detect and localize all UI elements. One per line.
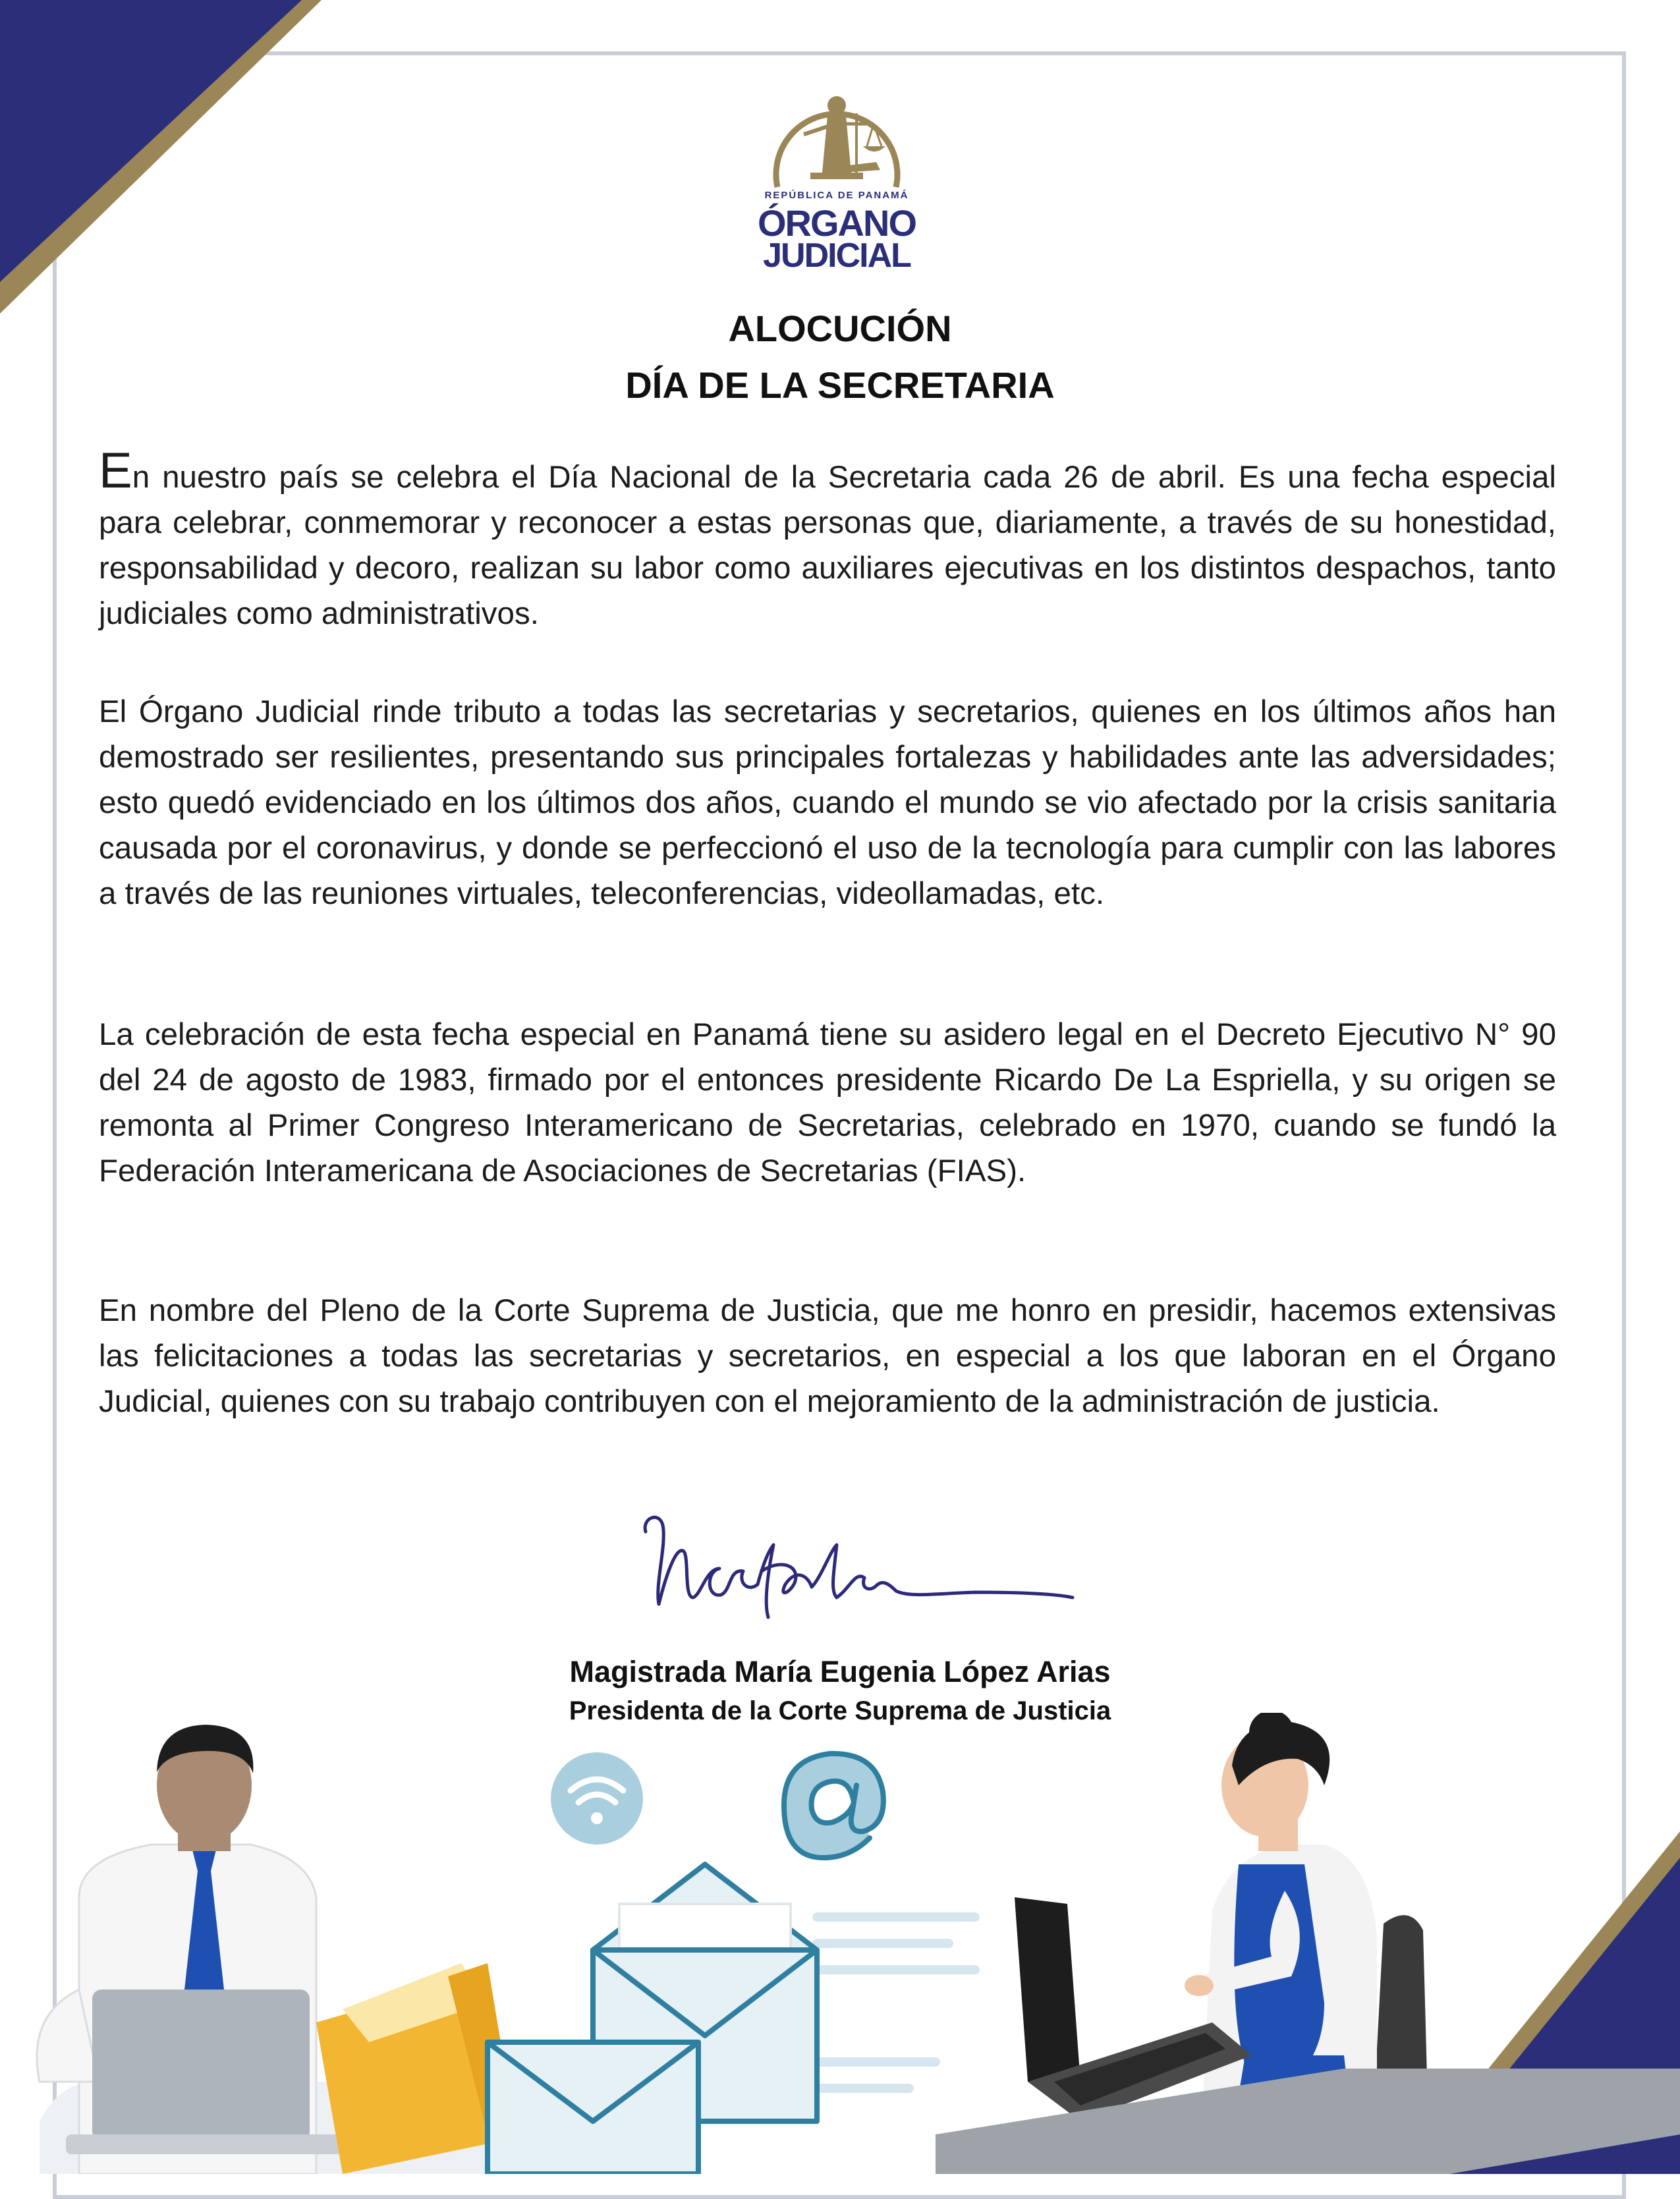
handwritten-signature (632, 1505, 1080, 1630)
document-title: ALOCUCIÓN (728, 308, 952, 349)
paragraph-1-text: n nuestro país se celebra el Día Nacional de la Secretaria cada 26 de abril. Es una fecha especial para celebrar, conmemorar y reconocer a estas personas que, diariamente, a través de su honestidad, responsabilidad y decoro, realizan su labor como auxiliares ejecutivas en los distintos despachos, tanto judiciales como administrativos. (99, 460, 1556, 631)
wifi-icon (551, 1752, 643, 1845)
logo-judicial-text: JUDICIAL (763, 237, 910, 275)
signer-role: Presidenta de la Corte Suprema de Justicia (569, 1696, 1111, 1725)
envelope-icon-small (488, 2042, 698, 2174)
logo-organo-text: ÓRGANO (758, 202, 916, 244)
scales-of-justice-icon (758, 74, 916, 192)
paragraph-3: La celebración de esta fecha especial en Panamá tiene su asidero legal en el Decreto Ejecutivo N° 90 del 24 de agosto de 1983, firmado por el entonces presidente Ricardo De La Espriella, y su origen se remonta al Primer Congreso Interamericano de Secretarias, celebrado en 1970, cuando se fundó la Federación Interamericana de Asociaciones de Secretarias (FIAS). (99, 1017, 1556, 1188)
paragraph-4: En nombre del Pleno de la Corte Suprema de Justicia, que me honro en presidir, hacemos extensivas las felicitaciones a todas las secretarias y secretarios, en especial a los que laboran en el Órgano Judicial, quienes con su trabajo contribuyen con el mejoramiento de la administración de justicia. (99, 1293, 1556, 1419)
folder-icon (316, 1963, 514, 2174)
paragraph-2: El Órgano Judicial rinde tributo a todas las secretarias y secretarios, quienes en los últimos años han demostrado ser resilientes, presentando sus principales fortalezas y habilidades ante las adversidades; esto quedó evidenciado en los últimos dos años, cuando el mundo se vio afectado por la crisis sanitaria causada por el coronavirus, y donde se perfeccionó el uso de la tecnología para cumplir con las labores a través de las reuniones virtuales, teleconferencias, videollamadas, etc. (99, 694, 1556, 911)
office-illustration (0, 1713, 1680, 2174)
document-subtitle: DÍA DE LA SECRETARIA (625, 364, 1055, 406)
logo-republic-text: REPÚBLICA DE PANAMÁ (764, 190, 909, 201)
corner-decoration-top-left (0, 0, 329, 316)
organo-judicial-logo (758, 74, 916, 275)
signer-name: Magistrada María Eugenia López Arias (569, 1655, 1111, 1688)
drop-cap: E (99, 443, 132, 499)
at-sign-icon (784, 1754, 883, 1858)
laptop-icon (66, 1990, 343, 2154)
paragraph-1 (99, 443, 1556, 636)
